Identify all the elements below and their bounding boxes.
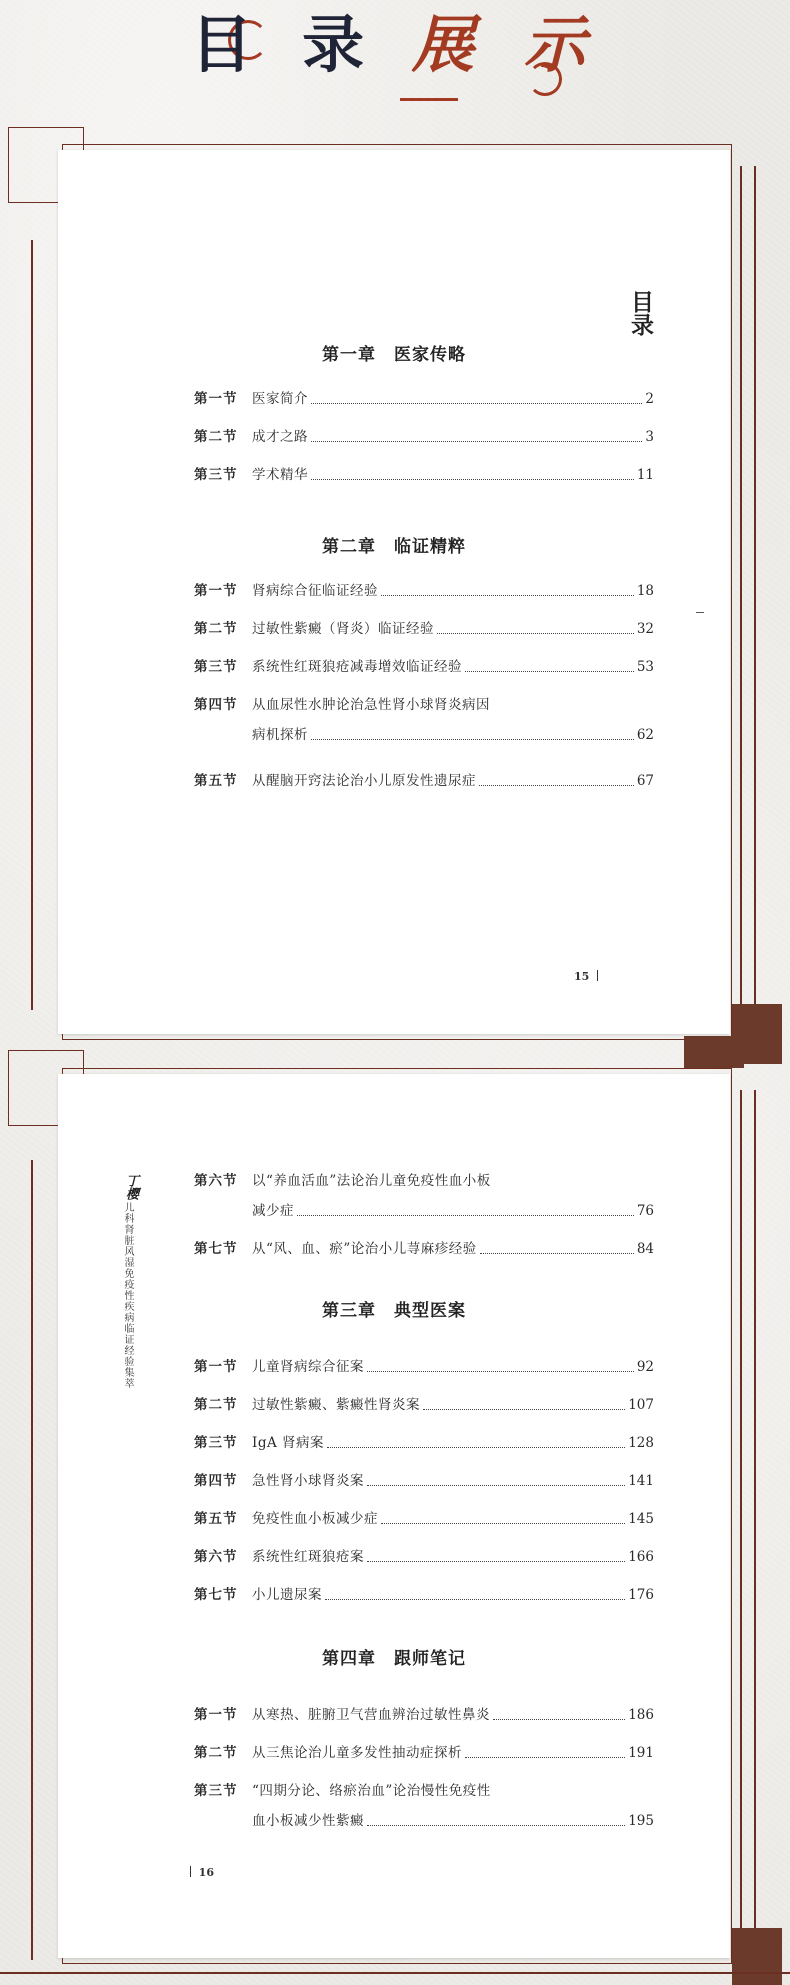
toc-entry-section: 第一节	[194, 583, 238, 599]
banner-title-dark: 目 录	[190, 8, 379, 81]
toc-entry-section: 第二节	[194, 1745, 238, 1761]
toc-leader-dots	[480, 1253, 634, 1254]
toc-heading: 目录	[627, 290, 654, 336]
toc-entry-page: 32	[636, 621, 654, 637]
toc-leader-dots	[311, 441, 642, 442]
toc-entry-section: 第一节	[194, 391, 238, 407]
toc-entry-section: 第一节	[194, 1707, 238, 1723]
toc-entry-section: 第二节	[194, 429, 238, 445]
toc-entry-title: 从“风、血、瘀”论治小儿荨麻疹经验	[252, 1241, 477, 1257]
banner	[0, 0, 790, 110]
toc-entry-page: 128	[628, 1435, 654, 1451]
toc-entry-title: 从血尿性水肿论治急性肾小球肾炎病因	[252, 697, 490, 713]
toc-entry-section: 第二节	[194, 621, 238, 637]
toc-entry-page: 191	[628, 1745, 654, 1761]
margin-tick	[696, 612, 704, 613]
toc-entry-page: 84	[636, 1241, 654, 1257]
toc-entry-page: 141	[628, 1473, 654, 1489]
toc-entry-section: 第二节	[194, 1397, 238, 1413]
toc-leader-dots	[311, 403, 642, 404]
page-number-bar	[190, 1866, 191, 1877]
toc-leader-dots	[327, 1447, 625, 1448]
toc-entry-title: 医家简介	[252, 391, 308, 407]
toc-leader-dots	[423, 1409, 625, 1410]
toc-entry-title: 学术精华	[252, 467, 308, 483]
toc-leader-dots	[311, 479, 634, 480]
toc-entry-section: 第五节	[194, 773, 238, 789]
toc-page-1	[58, 150, 730, 1034]
toc-entry-page: 186	[628, 1707, 654, 1723]
toc-entry-page: 107	[628, 1397, 654, 1413]
swirl-ornament-icon	[528, 62, 562, 96]
page-number-text: 15	[574, 970, 590, 983]
toc-entry-title: IgA 肾病案	[252, 1435, 325, 1451]
toc-entry-title: 系统性红斑狼疮案	[252, 1549, 364, 1565]
toc-entry-title: 成才之路	[252, 429, 308, 445]
toc-entry-page: 62	[636, 727, 654, 743]
toc-entry-page: 76	[636, 1203, 654, 1219]
toc-entry-page: 166	[628, 1549, 654, 1565]
page-number	[574, 970, 598, 983]
toc-entry-section: 第七节	[194, 1241, 238, 1257]
toc-leader-dots	[367, 1561, 625, 1562]
toc-entry-page: 2	[645, 391, 654, 407]
toc-entry-title: 病机探析	[252, 727, 308, 743]
toc-entry-title: 过敏性紫癜、紫癜性肾炎案	[252, 1397, 420, 1413]
toc-leader-dots	[311, 739, 634, 740]
toc-entry-page: 18	[636, 583, 654, 599]
toc-entry-title: 免疫性血小板减少症	[252, 1511, 378, 1527]
toc-entry-title: 过敏性紫癜（肾炎）临证经验	[252, 621, 434, 637]
banner-title	[0, 8, 790, 81]
toc-entry-section: 第三节	[194, 659, 238, 675]
toc-leader-dots	[465, 1757, 625, 1758]
toc-leader-dots	[297, 1215, 634, 1216]
toc-entry-page: 176	[628, 1587, 654, 1603]
toc-entry-section: 第四节	[194, 1473, 238, 1489]
toc-entry-title: 从醒脑开窍法论治小儿原发性遗尿症	[252, 773, 476, 789]
chapter-heading[interactable]: 第三章 典型医案	[322, 1301, 466, 1321]
frame-line	[740, 166, 742, 1026]
toc-leader-dots	[367, 1485, 625, 1486]
chapter-heading[interactable]: 第一章 医家传略	[322, 345, 466, 365]
toc-leader-dots	[367, 1825, 625, 1826]
running-head-title: 儿科肾脏风湿免疫性疾病临证经验集萃	[122, 1202, 133, 1389]
toc-leader-dots	[465, 671, 634, 672]
toc-entry-title: 儿童肾病综合征案	[252, 1359, 364, 1375]
toc-entry-page: 145	[628, 1511, 654, 1527]
toc-entry-section: 第六节	[194, 1549, 238, 1565]
corner-block	[684, 1036, 744, 1068]
toc-entry-section: 第三节	[194, 1435, 238, 1451]
toc-leader-dots	[493, 1719, 625, 1720]
corner-block	[732, 1928, 782, 1985]
toc-entry-page: 11	[636, 467, 654, 483]
toc-entry-page: 67	[636, 773, 654, 789]
toc-entry-section: 第六节	[194, 1173, 238, 1189]
toc-entry-title: 从寒热、脏腑卫气营血辨治过敏性鼻炎	[252, 1707, 490, 1723]
running-head-author: 丁樱	[123, 1174, 138, 1200]
toc-entry-title: “四期分论、络瘀治血”论治慢性免疫性	[252, 1783, 491, 1799]
page-number-bar	[597, 970, 598, 981]
toc-entry-title: 血小板减少性紫癜	[252, 1813, 364, 1829]
frame-line	[31, 240, 33, 1010]
toc-entry-section: 第四节	[194, 697, 238, 713]
toc-entry-title: 小儿遗尿案	[252, 1587, 322, 1603]
frame-line	[754, 1090, 756, 1970]
toc-entry-page: 92	[636, 1359, 654, 1375]
toc-leader-dots	[381, 595, 634, 596]
toc-leader-dots	[479, 785, 634, 786]
page-number	[190, 1866, 214, 1879]
frame-line	[740, 1090, 742, 1970]
frame-line	[31, 1160, 33, 1960]
toc-entry-page: 53	[636, 659, 654, 675]
toc-entry-page: 3	[645, 429, 654, 445]
frame-line	[754, 166, 756, 1026]
banner-underline	[400, 98, 458, 101]
toc-entry-section: 第七节	[194, 1587, 238, 1603]
toc-entry-title: 以“养血活血”法论治儿童免疫性血小板	[252, 1173, 491, 1189]
toc-leader-dots	[325, 1599, 625, 1600]
toc-entry-section: 第五节	[194, 1511, 238, 1527]
toc-entry-title: 急性肾小球肾炎案	[252, 1473, 364, 1489]
toc-entry-section: 第一节	[194, 1359, 238, 1375]
chapter-heading[interactable]: 第二章 临证精粹	[322, 537, 466, 557]
page-number-text: 16	[198, 1866, 214, 1879]
toc-entry-section: 第三节	[194, 1783, 238, 1799]
toc-entry-page: 195	[628, 1813, 654, 1829]
toc-leader-dots	[367, 1371, 634, 1372]
toc-entry-title: 减少症	[252, 1203, 294, 1219]
toc-leader-dots	[381, 1523, 625, 1524]
toc-page-2	[58, 1074, 730, 1958]
toc-entry-title: 系统性红斑狼疮减毒增效临证经验	[252, 659, 462, 675]
running-head	[120, 1174, 144, 1389]
banner-title-red: 展 示	[411, 8, 600, 81]
toc-entry-section: 第三节	[194, 467, 238, 483]
frame-line	[0, 1972, 790, 1974]
toc-entry-title: 从三焦论治儿童多发性抽动症探析	[252, 1745, 462, 1761]
toc-entry-title: 肾病综合征临证经验	[252, 583, 378, 599]
chapter-heading[interactable]: 第四章 跟师笔记	[322, 1649, 466, 1669]
toc-leader-dots	[437, 633, 634, 634]
